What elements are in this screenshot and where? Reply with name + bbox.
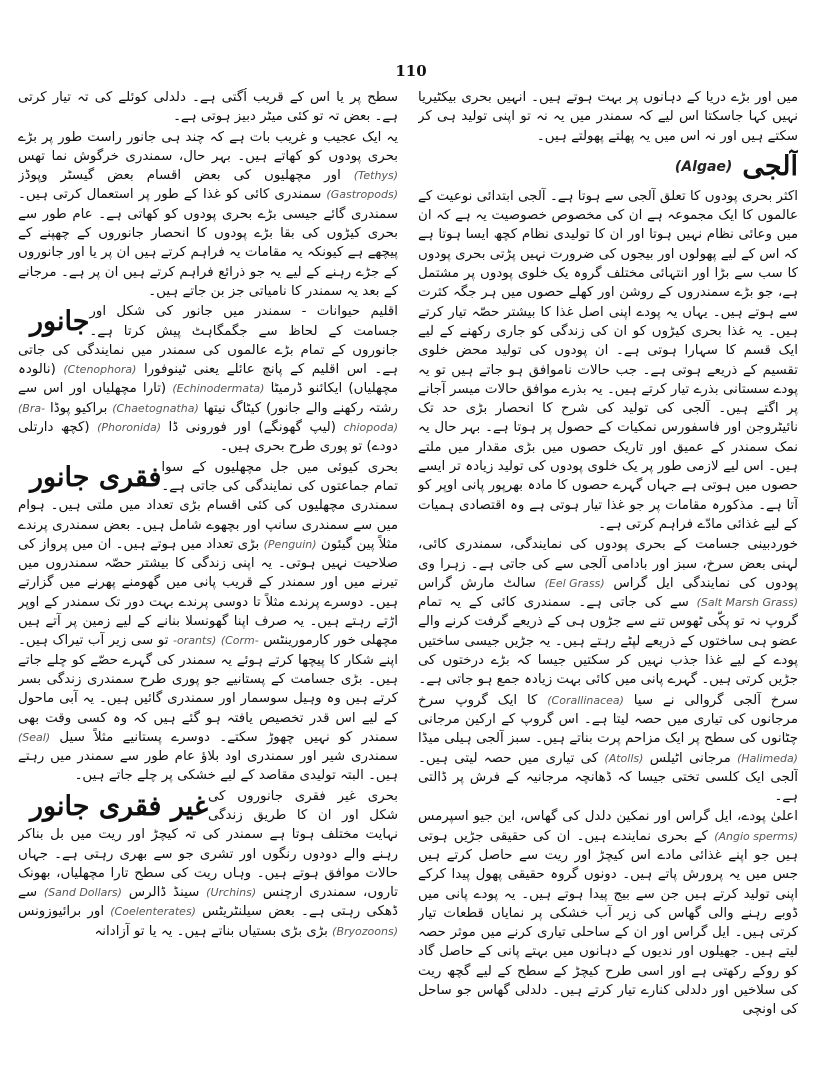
latin-term: (Bra-	[18, 401, 46, 415]
text-run: کا ایک گروپ سرخ مرجانوں کی تیاری میں حصہ لیتا ہے۔ اس گروپ کے ارکین مرجانی چٹانوں کی سطح پر ایک مزاحم پرت بناتے ہیں۔ سبز آلجی ہیلی میڈا	[418, 692, 798, 747]
paragraph	[418, 691, 798, 807]
latin-term: (Atolls)	[604, 751, 644, 765]
text-run: اور مچھلیوں کی بعض اقسام بعض گیسٹر وپوڈز	[18, 168, 341, 184]
latin-term: (Angio sperms)	[714, 829, 798, 843]
right-column	[418, 88, 798, 1073]
paragraph: سطح پر یا اس کے قریب اُگتی ہے۔ دلدلی کوئلے کی تہ تیار کرتی ہے۔ بعض تہ تو کئی میٹر دبیز ہوتی ہے۔	[18, 90, 398, 125]
text-run: یہ ایک عجیب و غریب بات ہے کہ چند ہی جانور راست طور پر بڑے بحری پودوں کو کھاتے ہیں۔ بہر حال، سمندری خرگوش نما تھس	[18, 129, 398, 164]
paragraph	[418, 535, 798, 689]
left-column	[18, 88, 398, 1073]
latin-term: (Urchins)	[206, 886, 257, 900]
paragraph	[418, 807, 798, 1019]
heading-latin: (Algae)	[674, 158, 733, 175]
text-run: بڑی تعداد میں ہوتے ہیں۔ ان میں پرواز کی صلاحیت نہیں ہوتی۔ یہ اپنی زندگی کا بیشتر حصّہ سمندروں میں تیرنے میں اور سمندر کے قریب پانی میں گھومنے پھرنے میں گزارتے ہیں۔ دوسرے پرندے مثلاً تا دوسی پرندے بہت دور تک سمندر کے اوپر اڑتے رہتے ہیں۔ یہ صرف اپنا گھونسلا بنانے کے لیے زمین پر آتے ہیں مچھلی خور کارمورینٹس	[18, 536, 398, 649]
section-heading-algae	[418, 151, 798, 183]
latin-term: (Eel Grass)	[544, 576, 605, 590]
text-run: اعلیٰ پودے، ایل گراس اور نمکین دلدل کی گھاس، این جیو اسپرمس	[418, 809, 798, 825]
text-run: بحری کیوئی میں جل مچھلیوں کے سوا تمام جماعتوں کی نمایندگی کی جاتی ہے۔ سمندری مچھلیوں کی کئی اقسام بڑی تعداد میں ملتی ہیں۔ ہوام میں سے سمندری سانپ اور بچھوے شامل ہیں۔ بعض سمندری پرندے مثلاً پین گیئون	[18, 459, 398, 552]
latin-term: (Tethys)	[353, 169, 398, 183]
text-run: کے بحری نمایندے ہیں۔ ان کی حقیقی جڑیں ہوتی ہیں جو اپنے غذائی مادے اس کیچڑ اور ریت سے حاصل کرتے ہیں جس میں یہ پرورش پاتے ہیں۔ دونوں گروہ حقیقی پھول پیدا کرکے اپنی تولید کرتے ہیں جن سے بیج پیدا ہوتے ہیں۔ یہ پودے پانی میں ڈوبے رہنے والی گھاس کی زیر آب خشکی پر نمایاں قطعات تیار کرتی ہیں۔ ایل گراس اور ان کے ساحلی تیاری کرنے میں موثر حصہ لیتے ہیں۔ جھیلوں اور ندیوں کے دہانوں میں بہتے پانی کے حاصل گاد کو روکے رکھتی ہے اور اسی طرح کیچڑ کے سطح کے لیے گچھ ریت کی سلاخیں اور دلدلی کنارے تیار کرتے ہیں۔ دلدلی گھاس جو ساحل کی اونچی	[418, 828, 798, 1018]
latin-term: (Corallinacea)	[547, 693, 624, 707]
text-run: سالٹ مارش گراس	[418, 575, 536, 591]
text-run: تو سی زیر آب تیراک ہیں۔ اپنے شکار کا پیچھا کرتے ہوئے یہ سمندر کی گہرے حصّے کو چلے جاتے ہیں۔ بڑی جسامت کے پستانیے جو پوری طرح سمندری زندگی بسر کرتے ہیں وہ وہیل سوسمار اور سمندری گائیں ہیں۔ یہ آبی ماحول کے لیے اس قدر تخصیص یافتہ ہو گئے ہیں کہ وہ کسی وقت بھی سمندر کو نہیں چھوڑ سکتے۔ دوسرے پستانیے مثلاً سیل	[18, 633, 398, 745]
latin-term: (Bryozoons)	[332, 924, 398, 938]
text-run: سے ڈھکی رہتی ہے۔ بعض سیلنٹریٹس	[18, 885, 398, 920]
text-run: سمندری کائی کو غذا کے طور پر استعمال کرتی ہیں۔ سمندری گائے جیسی بڑے بحری پودوں کو کھاتی ہے۔ عام طور سے بحری کیڑوں کی بقا بڑے پودوں کا انحصار جانوروں کے چھپنے کے پیچھے ہے کیونکہ یہ مقامات یہ فراہم کرتے ہیں ان پر یا اور جانوروں کے جڑے رہنے کے لیے یہ جو ذرائع فراہم کرتے ہیں ان پر ہے۔ مرجانے کے بعد یہ سمندر کا نامیاتی جز بن جاتے ہیں۔	[18, 187, 398, 299]
latin-term: (Ctenophora)	[63, 363, 137, 377]
latin-term: (Corm-	[220, 634, 259, 648]
text-run: کی تیاری میں حصہ لیتی ہیں۔ آلجی ایک کلسی تختی جیسا کہ ڈھانچہ مرجانیہ کے فرش پر ڈالتی ہے۔	[418, 750, 798, 805]
text-run: سینڈ ڈالرس	[128, 885, 200, 901]
text-run: (نالودہ مچھلیاں) ایکائنو ڈرمیٹا	[18, 362, 398, 397]
latin-term: (Halimeda)	[737, 751, 798, 765]
text-run: (تارا مچھلیاں اور اس سے رشتہ رکھنے والے جانور) کیٹاگ نیتھا	[18, 381, 398, 416]
latin-term: (Phoronida)	[97, 421, 162, 435]
text-run: (لیپ گھونگے) اور فورونی ڈا	[168, 420, 336, 436]
paragraph	[18, 128, 398, 302]
heading-text: آلجی	[742, 150, 798, 182]
text-run: سمندری شیر اور سمندری اود بلاؤ عام طور سے سمندر میں رہتے ہیں۔ البتہ تولیدی مقاصد کے لیے خشکی پر چلے جاتے ہیں۔	[18, 749, 398, 784]
text-run: سے کی جاتی ہے۔ سمندری کائی کے یہ تمام گروپ نہ تو پکّی ٹھوس تنے سے جڑوں ہی کے ذریعے گرفت کرنے والے عضو ہی ساختوں کے ذریعے لپٹے رہتے ہیں۔ یہ جڑیں جیسی ساختیں پودے کے لیے غذا جذب نہیں کر سکتیں جیسا کہ بڑے درختوں کی جڑیں کرتی ہیں۔ گہرے پانی میں کائی بہت زیادہ جمع ہو جاتی ہے۔	[418, 595, 798, 688]
section-heading-vertebrates: فقری جانور	[30, 461, 162, 493]
latin-term: chiopoda)	[343, 421, 398, 435]
latin-term: (Penguin)	[263, 537, 317, 551]
text-run: مرجانی اٹیلس	[649, 750, 731, 766]
page-number: 110	[395, 62, 427, 80]
text-run: (کچھ دارتلی دودے) تو پوری طرح بحری ہیں۔	[18, 420, 398, 455]
text-run: بڑی بڑی بستیاں بناتے ہیں۔ یہ یا تو آزادانہ	[94, 923, 328, 939]
text-run: براکیو پوڈا	[49, 400, 108, 416]
paragraph: اکثر بحری پودوں کا تعلق آلجی سے ہوتا ہے۔ آلجی ابتدائی نوعیت کے عالموں کا ایک مجموعہ ہے ان کی مخصوص خصوصیت یہ ہے کہ ان میں وعائی نظام نہیں ہوتا اور ان کا تولیدی نظام کچھ ایسا ہوتا ہے کہ اس کے لیے پھولوں اور بیجوں کی ضرورت نہیں پڑتی بحری پودوں کا سب سے بڑا اور انتہائی مختلف گروہ یک خلوی پودوں پر مشتمل ہے، جو بڑے سمندروں کے روشن اور کھلے حصوں میں ہر جگہ کثرت سے ہوتے ہیں۔ یہاں یہ پودے اپنی اصل غذا کا بیشتر حصّہ تیار کرتے ہیں۔ یہ غذا بحری کیڑوں کو ان کی زندگی کو جاری رکھنے کے لیے ایک قسم کا سہارا ہوتی ہے۔ ان پودوں کی تولید محض خلوی تقسیم کے ذریعے ہوتی ہے۔ جب حالات ناموافق ہو جاتے ہیں تو یہ پودے سستانی بذرے تیار کرتے ہیں۔ یہ بذرے موافق حالات میسر آجانے پر اگتے ہیں۔ آلجی کی تولید کی شرح کا انحصار بڑی حد تک نائیٹروجن اور فاسفورس نمکیات کے حصول پر ہوتا ہے۔ بہر حال یہ نمک سمندر کے عمیق اور تاریک حصوں میں بڑی مقدار میں ملتے ہیں۔ اس لیے لازمی طور پر یک خلوی پودوں کی تولید زیادہ تر ایسے حصوں میں ہوتی ہے جہاں گہرے حصوں کا مادہ بھرپور پانی اوپر کو آتا ہے۔ مذکورہ مقامات پر جو غذا تیار ہوتی ہے وہ اقتصادی ہمیات کے لیے غذائی مادّے فراہم کرتی ہے۔	[418, 188, 798, 532]
latin-term: (Gastropods)	[326, 188, 398, 202]
section-heading-animals: جانور	[30, 306, 90, 338]
latin-term: (Seal)	[18, 730, 51, 744]
text-run: اور برائیوزونس	[18, 904, 105, 920]
text-run: بحری غیر فقری جانوروں کی شکل اور ان کا طریق زندگی نہایت مختلف ہوتا ہے سمندر کی تہ کیچڑ اور ریت میں بل بناکر رہنے والے دودوں رنگوں اور تشری جو سے بھری رہتی ہے۔ جہاں حالات موافق ہوتے ہیں۔ وہاں ریت کی سطح تارا مچھلیاں، بھونک تاروں، سمندری ارچنس	[18, 788, 398, 901]
latin-term: (Coelenterates)	[110, 905, 196, 919]
text-run: سرخ آلجی گروالی نے سیا	[633, 692, 798, 708]
latin-term: (Echinodermata)	[172, 382, 265, 396]
section-heading-invertebrates: غیر فقری جانور	[30, 790, 208, 822]
latin-term: (Chaetognatha)	[112, 401, 199, 415]
text-run: اقلیم حیوانات - سمندر میں جانور کی شکل اور جسامت کے لحاظ سے جگمگاہٹ پیش کرتا ہے۔ جانوروں کے تمام بڑے عالموں کی سمندر میں نمایندگی کی جاتی ہے۔ اس اقلیم کے پانچ عائلے یعنی ٹینوفورا	[18, 304, 398, 378]
latin-term: (Sand Dollars)	[43, 886, 122, 900]
paragraph: میں اور بڑے دریا کے دہانوں پر بہت ہوتے ہیں۔ انہیں بحری بیکٹیریا نہیں کہا جاسکتا اس لیے کہ سمندر میں یہ نہ تو اپنی تولید ہی کر سکتے ہیں اور نہ اس میں یہ پھلتے پھولتے ہیں۔	[418, 90, 798, 144]
latin-term: (Salt Marsh Grass)	[696, 596, 798, 610]
latin-term: -orants)	[172, 634, 217, 648]
paragraph	[18, 458, 398, 786]
text-run: خوردبینی جسامت کے بحری پودوں کی نمایندگی، سمندری کائی، لہنی بعض سرخ، سبز اور بادامی آلجی سے کی جاتی ہے۔ زہرا وی پودوں کی نمایندگی ایل گراس	[418, 537, 798, 591]
